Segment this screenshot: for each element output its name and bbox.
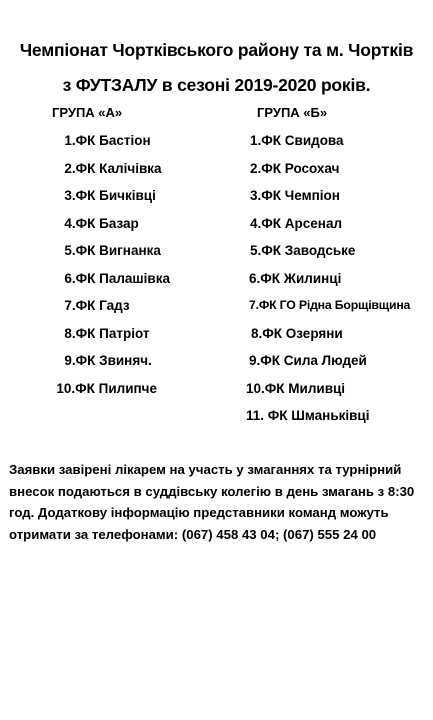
team-list-item: 1.ФК Свидова [250,133,344,148]
team-list-item: 5.ФК Заводське [250,243,356,258]
group-a-team-list [56,127,170,402]
team-list-item: 8.ФК Озеряни [251,325,343,341]
team-list-item: 6.ФК Палашівка [64,270,170,286]
group-b-heading: ГРУПА «Б» [257,105,328,120]
team-list-item: 11. ФК Шманьківці [246,408,370,423]
team-list-item: 4.ФК Базар [64,215,139,231]
team-list-item: 9.ФК Звиняч. [64,353,152,368]
team-list-item: 5.ФК Вигнанка [64,243,161,258]
team-list-item: 2.ФК Калічівка [64,160,162,176]
team-list-item: 8.ФК Патріот [64,325,150,341]
team-list-item: 3.ФК Бичківці [64,188,156,203]
team-list-item: 7.ФК ГО Рідна Борщівщина [249,298,411,312]
team-list-item: 9.ФК Сила Людей [249,353,367,368]
team-list-item: 10.ФК Миливці [246,380,346,396]
team-list-item: 6.ФК Жилинці [249,270,342,286]
team-list-item: 10.ФК Пилипче [56,380,158,396]
group-b-team-list [246,127,410,430]
group-a-heading: ГРУПА «А» [52,105,123,120]
team-list-item: 3.ФК Чемпіон [250,188,340,203]
document-title-line-1: Чемпіонат Чортківського району та м. Чортків [19,40,414,60]
team-list-item: 4.ФК Арсенал [250,215,343,231]
team-list-item: 7.ФК Гадз [64,298,130,313]
document-title-line-2: з ФУТЗАЛУ в сезоні 2019-2020 років. [62,75,371,95]
team-list-item: 2.ФК Росохач [250,160,340,176]
team-list-item: 1.ФК Бастіон [64,133,151,148]
registration-note: Заявки завірені лікарем на участь у змаганнях та турнірний внесок подаються в суддівську колегію в день змагань з 8:30 год. Додаткову інформацію представники команд можуть отримати за телефонами: (067) 458 43 04; (067) 555 24 00 [9,462,415,542]
